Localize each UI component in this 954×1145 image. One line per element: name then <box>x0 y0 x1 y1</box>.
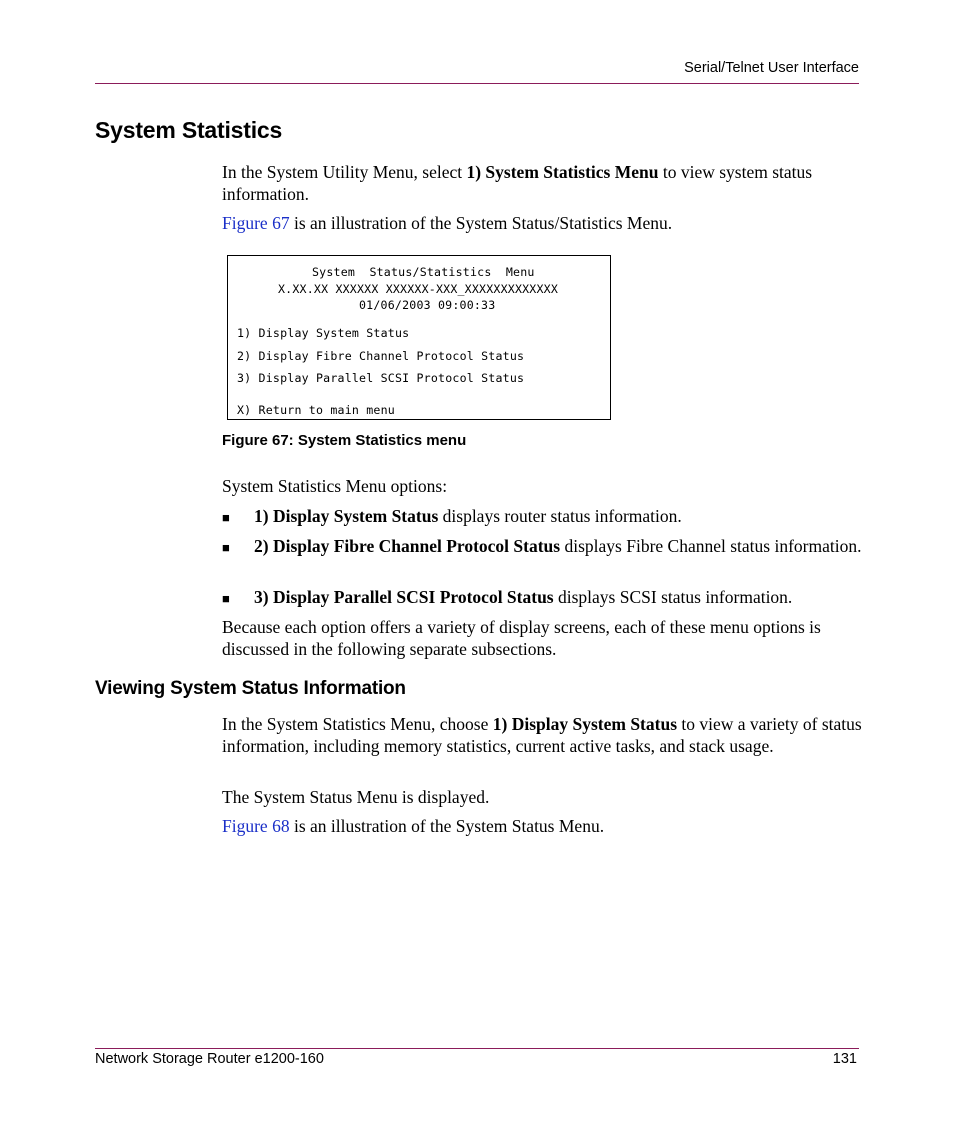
figure-68-text: is an illustration of the System Status Menu. <box>289 816 605 836</box>
figure-reference-paragraph <box>222 213 862 235</box>
subsection-menu-name: 1) Display System Status <box>492 714 678 734</box>
section-title: System Statistics <box>95 117 283 143</box>
bullet-marker: ■ <box>222 510 230 525</box>
options-intro: System Statistics Menu options: <box>222 476 448 496</box>
footer-product: Network Storage Router e1200-160 <box>95 1051 324 1067</box>
terminal-option-1: 1) Display System Status <box>237 326 410 340</box>
figure-68-paragraph <box>222 816 862 838</box>
intro-menu-name: 1) System Statistics Menu <box>466 162 659 182</box>
terminal-screenshot <box>227 255 611 420</box>
intro-text-end: to view system status information. <box>222 162 813 204</box>
bullet-item-text: displays SCSI status information. <box>553 587 793 607</box>
intro-text: In the System Utility Menu, select <box>222 162 467 182</box>
because-paragraph: Because each option offers a variety of display screens, each of these menu options is discussed in the following separate subsections. <box>222 617 821 659</box>
bullet-item-name: 2) Display Fibre Channel Protocol Status <box>254 536 561 556</box>
bullet-item-text: displays router status information. <box>438 506 682 526</box>
subsection-text-end: to view a variety of status information, including memory statistics, current active tasks, and stack usage. <box>222 714 862 756</box>
bullet-item-name: 1) Display System Status <box>254 506 439 526</box>
figure-caption: Figure 67: System Statistics menu <box>222 432 467 449</box>
subsection-text: In the System Statistics Menu, choose <box>222 714 493 734</box>
bullet-item-name: 3) Display Parallel SCSI Protocol Status <box>254 587 554 607</box>
bullet-item-text: displays Fibre Channel status information. <box>560 536 862 556</box>
bullet-marker: ■ <box>222 591 230 606</box>
figure-68-link[interactable]: Figure 68 <box>222 816 290 836</box>
terminal-option-x: X) Return to main menu <box>237 403 395 417</box>
terminal-version-line: X.XX.XX XXXXXX XXXXXX-XXX_XXXXXXXXXXXXX <box>278 282 559 296</box>
terminal-option-2: 2) Display Fibre Channel Protocol Status <box>237 349 525 363</box>
page-number: 131 <box>832 1051 857 1067</box>
terminal-datetime: 01/06/2003 09:00:33 <box>359 298 496 312</box>
figure-67-link[interactable]: Figure 67 <box>222 213 290 233</box>
footer-rule <box>95 1048 859 1049</box>
terminal-option-3: 3) Display Parallel SCSI Protocol Status <box>237 371 525 385</box>
figure-reference-text: is an illustration of the System Status/Statistics Menu. <box>289 213 673 233</box>
bullet-item <box>254 536 864 558</box>
status-menu-displayed: The System Status Menu is displayed. <box>222 787 490 807</box>
bullet-item <box>254 506 864 528</box>
subsection-title: Viewing System Status Information <box>95 678 406 699</box>
subsection-paragraph <box>222 714 867 757</box>
terminal-menu-title: System Status/Statistics Menu <box>312 265 535 279</box>
intro-paragraph <box>222 162 862 205</box>
bullet-item <box>254 587 864 609</box>
running-header: Serial/Telnet User Interface <box>684 60 859 76</box>
bullet-marker: ■ <box>222 540 230 555</box>
header-rule <box>95 83 859 84</box>
